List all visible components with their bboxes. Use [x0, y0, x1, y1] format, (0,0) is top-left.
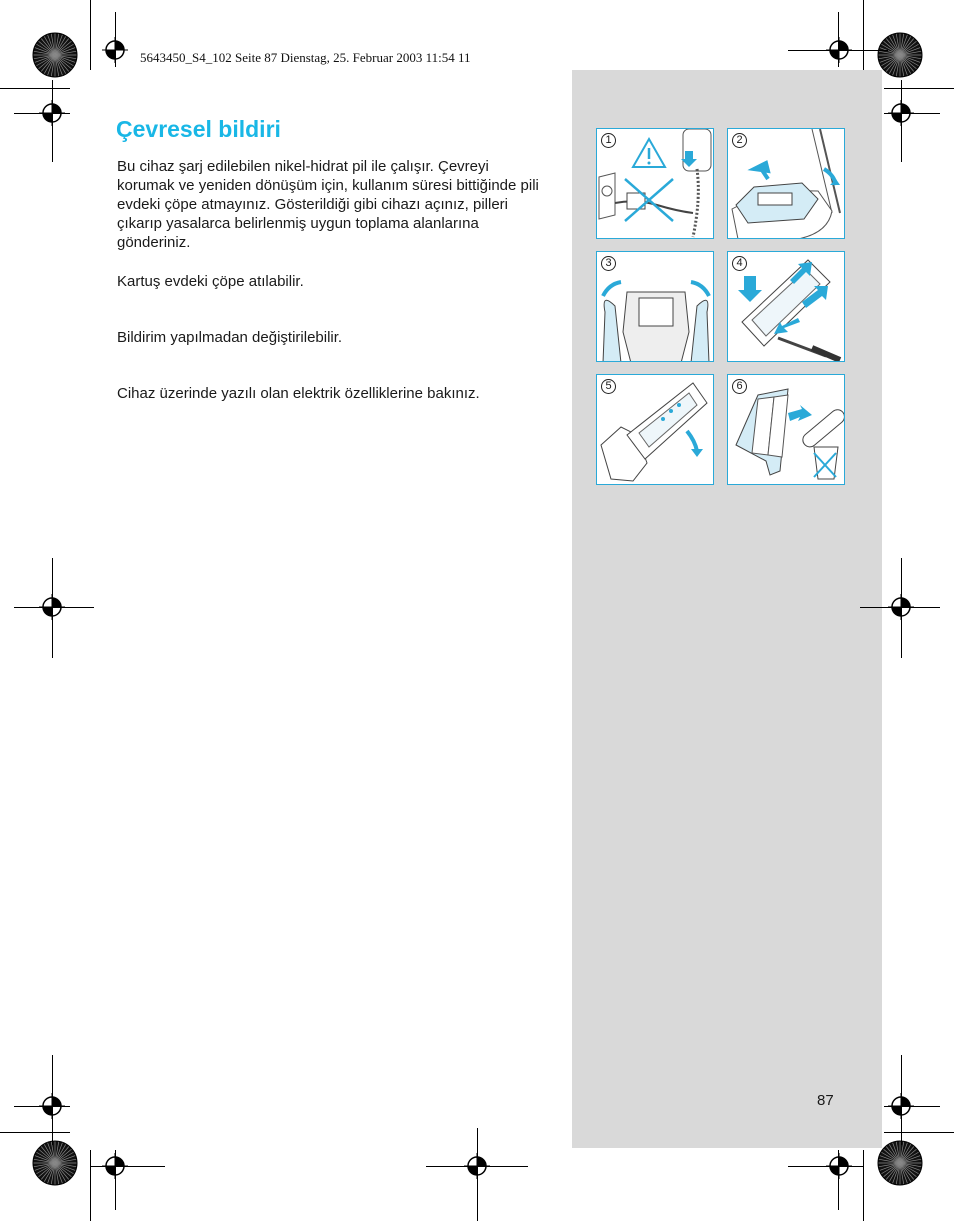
color-wheel-mark-top-right [877, 32, 923, 78]
figure-3 [596, 251, 714, 362]
figure-1 [596, 128, 714, 239]
figure-3-number: 3 [601, 256, 616, 271]
figure-2-number: 2 [732, 133, 747, 148]
paragraph-electrical-specs: Cihaz üzerinde yazılı olan elektrik özelliklerine bakınız. [117, 385, 480, 402]
paragraph-battery-disposal: Bu cihaz şarj edilebilen nikel-hidrat pil ile çalışır. Çevreyi korumak ve yeniden dönüşüm için, kullanım süresi bittiğinde pili evdeki çöpe atmayınız. Gösterildiği gibi cihazı açınız, pilleri çıkarıp yasalarca belirlenmiş uygun toplama alanlarına gönderiniz. [117, 158, 539, 251]
figure-4-number: 4 [732, 256, 747, 271]
figure-6-number: 6 [732, 379, 747, 394]
color-wheel-mark-top-left [32, 32, 78, 78]
figure-4-illustration [728, 252, 845, 362]
figure-5 [596, 374, 714, 485]
page-number: 87 [817, 1092, 834, 1109]
figure-5-illustration [597, 375, 714, 485]
page-title: Çevresel bildiri [116, 116, 281, 142]
figure-1-number: 1 [601, 133, 616, 148]
paragraph-change-notice: Bildirim yapılmadan değiştirilebilir. [117, 329, 343, 346]
print-header: 5643450_S4_102 Seite 87 Dienstag, 25. Februar 2003 11:54 11 [140, 50, 471, 65]
figure-6-illustration [728, 375, 845, 485]
figure-2 [727, 128, 845, 239]
figure-4 [727, 251, 845, 362]
figure-1-illustration [597, 129, 714, 239]
paragraph-cartridge: Kartuş evdeki çöpe atılabilir. [117, 273, 304, 290]
figure-5-number: 5 [601, 379, 616, 394]
figure-6 [727, 374, 845, 485]
color-wheel-mark-bottom-left [32, 1140, 78, 1186]
figure-3-illustration [597, 252, 714, 362]
color-wheel-mark-bottom-right [877, 1140, 923, 1186]
figure-2-illustration [728, 129, 845, 239]
